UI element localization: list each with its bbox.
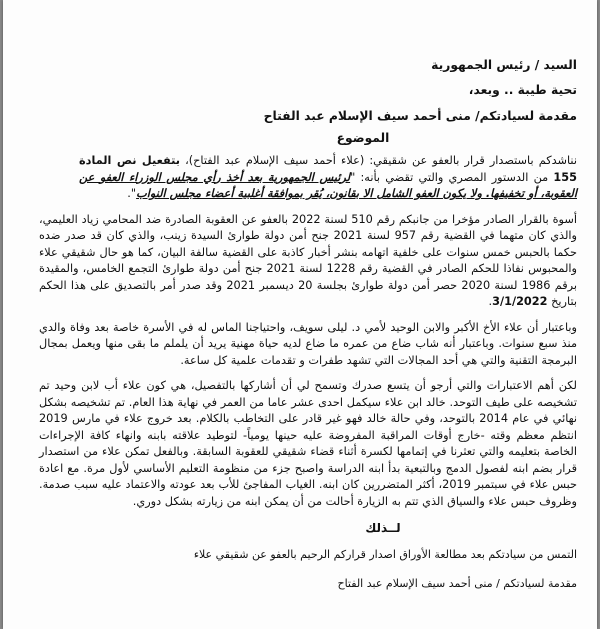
letter-page (3, 0, 597, 629)
p1-mid: من الدستور المصري والتي تقضي بأنه: " (350, 170, 549, 184)
closing-request: التمس من سيادتكم بعد مطالعة الأوراق اصدار قراركم الرحيم بالعفو عن شقيقي علاء (193, 548, 577, 561)
subject-heading (39, 129, 577, 147)
paragraph-precedent (39, 212, 577, 311)
paragraph-request-article (39, 153, 577, 203)
sender-line: مقدمة لسيادتكم/ منى أحمد سيف الإسلام عبد الفتاح (263, 109, 577, 123)
letter-body (39, 56, 577, 592)
p1-article: بتفعيل نص المادة 155 (79, 154, 577, 184)
p2-date: 3/1/2022 (492, 295, 548, 308)
p1-quote: لرئيس الجمهورية بعد أخذ رأي مجلس الوزراء العفو عن العقوبة، أو تخفيفها. ولا يكون العفو الشامل الا بقانون، يُقر بموافقة أغلبية أعضاء مجلس النواب (79, 170, 577, 200)
p2-end: . (488, 295, 493, 308)
therefore-label: لــذلك (365, 521, 401, 535)
salutation: السيد / رئيس الجمهورية (431, 58, 577, 72)
subject-label: الموضوع (336, 131, 390, 145)
p2-body: أسوة بالقرار الصادر مؤخرا من جانبكم رقم 510 لسنة 2022 بالعفو عن العقوبة الصادرة ضد المحامي زياد العليمي، والذي كان متهما في القضية رقم 957 لسنة 2021 جنح أمن دولة طوارئ السيدة زينب، والذي كان قد صدر ضده حكما بالحبس خمس سنوات على خلفية اتهامه بنشر أخبار كاذبة على القضية سالفة البيان، كما هو حال شقيقي علاء والمحبوس نفاذا للحكم الصادر في القضية رقم 1228 لسنة 2021 جنح أمن دولة طوارئ التجمع الخامس، والمقيدة برقم 1986 لسنة 2020 حصر أمن دولة طوارئ بجلسة 20 ديسمبر 2021 وقد صدر أمر بالتصديق على هذا الحكم بتاريخ (39, 212, 578, 308)
greeting: تحية طيبة .. وبعد، (468, 83, 577, 97)
signature-line: مقدمة لسيادتكم / منى أحمد سيف الإسلام عبد الفتاح (337, 576, 577, 590)
therefore-heading (39, 519, 577, 537)
p1-intro: نناشدكم باستصدار قرار بالعفو عن شقيقي: (علاء أحمد سيف الإسلام عبد الفتاح)، (185, 154, 577, 167)
p1-end: ". (127, 187, 137, 200)
paragraph-family: وباعتبار أن علاء الأخ الأكبر والابن الوحيد لأمي د. ليلى سويف، واحتياجنا الماس له في الأسرة خاصة بعد وفاة والدي منذ سبع سنوات. وباعتبار أنه شاب ضاع من عمره ما ضاع لديه حياة مهنية يريد أن يلملم ما بقى منها ويعمل بمجال البرمجة التقنية والتي هي أحد المجالات التي تشهد طفرات و تقدمات علمية كل ساعة. (39, 320, 577, 367)
paragraph-son: لكن أهم الاعتبارات والتي أرجو أن يتسع صدرك وتسمح لي أن أشاركها بالتفصيل، هي كون علاء أب لابن وحيد تم تشخيصه على طيف التوحد. خالد ابن علاء سيكمل احدى عشر عاما من العمر في نهاية هذا العام. تم تشخيصه بشكل نهائي في عام 2014 بالتوحد، وفي حالة خالد فهو غير قادر على التخاطب بالكلام. بعد خروج علاء في مارس 2019 انتظم معظم وقته -خارج أوقات المراقبة المفروضة عليه حينها يومياً- لتوطيد علاقته بابنه وانهاء كافة الإجراءات الخاصة بتعليمه والتي تعثرنا في إتمامها لكسرة أثناء قضاء شقيقي للعقوبة السابقة. وبالفعل تمكن علاء من استصدار قرار بضم ابنه لفصول الدمج وبالتبعية بدأ ابنه الدراسة واصبح جزء من منظومة التعليم الأساسي لأول مرة. مع اعادة حبس علاء في سبتمبر 2019، أكثر المتضررين كان ابنه. الغياب المفاجئ للأب بعد عودته والاعتماد عليه سبب صدمة. وظروف حبس علاء والسياق الذي تتم به الزيارة أحالت من أن يمكن ابنه من زيارته بشكل دوري. (39, 379, 578, 508)
